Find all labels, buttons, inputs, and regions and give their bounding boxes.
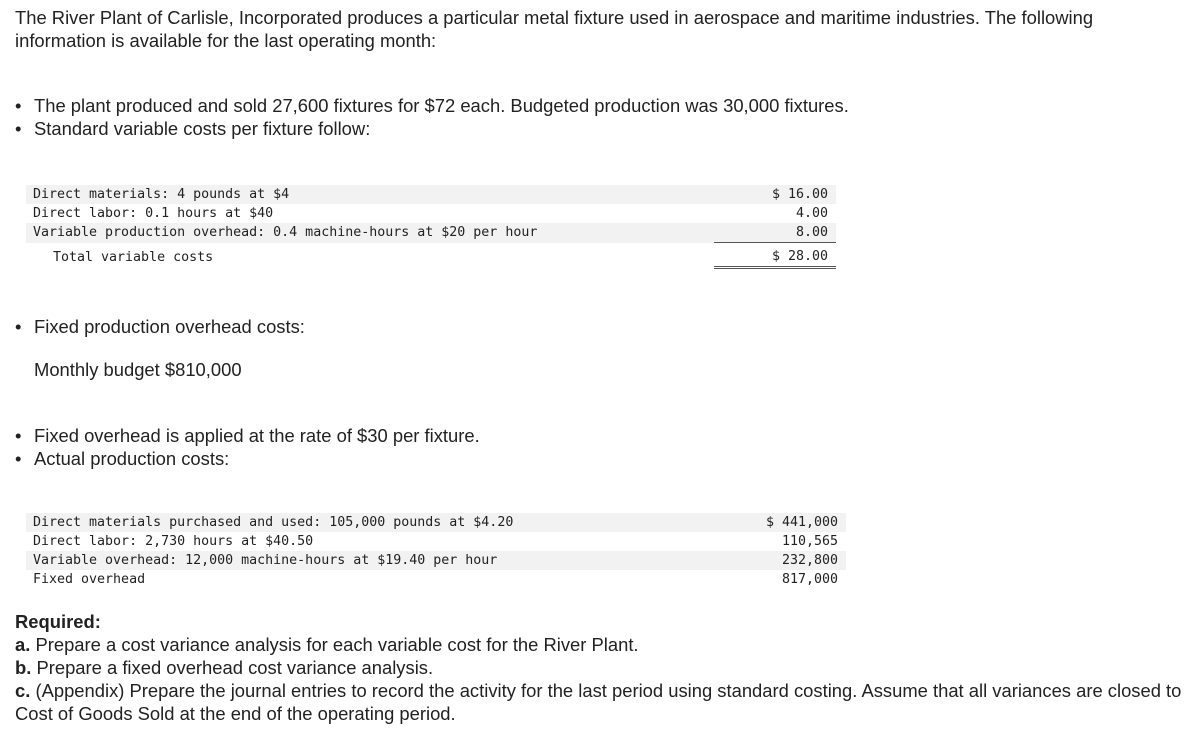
row-label: Direct materials: 4 pounds at $4 bbox=[26, 185, 714, 204]
standard-cost-table bbox=[26, 185, 836, 269]
requirement-tag: a. bbox=[15, 634, 31, 655]
table-row bbox=[26, 185, 836, 204]
bullet-production: • The plant produced and sold 27,600 fixtures for $72 each. Budgeted production was 30,000 fixtures. bbox=[15, 94, 849, 117]
bullet-applied-rate: • Fixed overhead is applied at the rate of $30 per fixture. bbox=[15, 424, 480, 447]
bullet-standard-costs: • Standard variable costs per fixture follow: bbox=[15, 117, 849, 140]
actual-cost-table bbox=[26, 513, 846, 589]
bullet-list-2 bbox=[15, 424, 480, 470]
row-label: Variable production overhead: 0.4 machine-hours at $20 per hour bbox=[26, 223, 714, 243]
bullet-actual-costs: • Actual production costs: bbox=[15, 447, 480, 470]
row-value: 8.00 bbox=[714, 223, 836, 243]
table-row bbox=[26, 223, 836, 243]
requirement-text: Prepare a cost variance analysis for each variable cost for the River Plant. bbox=[30, 634, 639, 655]
row-label: Direct labor: 2,730 hours at $40.50 bbox=[33, 534, 314, 549]
total-value: $ 28.00 bbox=[714, 243, 836, 268]
table-row bbox=[26, 513, 846, 532]
intro-paragraph: The River Plant of Carlisle, Incorporated produces a particular metal fixture used in aerospace and maritime industries. The following information is available for the last operating month: bbox=[15, 7, 1094, 51]
bullet-list-1 bbox=[15, 94, 849, 140]
monthly-budget: Monthly budget $810,000 bbox=[34, 359, 242, 380]
bullet-fixed-overhead: • Fixed production overhead costs: bbox=[15, 315, 305, 338]
requirement-tag: c. bbox=[15, 680, 31, 701]
row-value: 817,000 bbox=[781, 572, 838, 587]
row-value: 232,800 bbox=[724, 551, 846, 570]
row-label: Direct labor: 0.1 hours at $40 bbox=[33, 206, 274, 221]
bullet-list-fixed bbox=[15, 315, 305, 338]
requirement-text: (Appendix) Prepare the journal entries to record the activity for the last period using standard costing. Assume that all variances are closed to Cost of Goods Sold at the end of the operating period. bbox=[15, 680, 1182, 724]
table-row bbox=[26, 204, 836, 223]
required-heading: Required: bbox=[15, 611, 101, 632]
table-row bbox=[26, 532, 846, 551]
requirement-c bbox=[15, 679, 1185, 725]
requirement-text: Prepare a fixed overhead cost variance analysis. bbox=[31, 657, 434, 678]
total-label: Total variable costs bbox=[53, 249, 214, 265]
row-value: 110,565 bbox=[781, 534, 838, 549]
table-row bbox=[26, 570, 846, 589]
row-label: Direct materials purchased and used: 105,000 pounds at $4.20 bbox=[26, 513, 724, 532]
requirement-b bbox=[15, 656, 1185, 679]
requirement-a bbox=[15, 633, 1185, 656]
total-row bbox=[26, 243, 836, 268]
row-value: $ 441,000 bbox=[724, 513, 846, 532]
row-value: $ 16.00 bbox=[714, 185, 836, 204]
row-label: Variable overhead: 12,000 machine-hours at $19.40 per hour bbox=[26, 551, 724, 570]
required-section bbox=[15, 610, 1185, 725]
row-value: 4.00 bbox=[795, 206, 828, 221]
table-row bbox=[26, 551, 846, 570]
requirement-tag: b. bbox=[15, 657, 32, 678]
row-label: Fixed overhead bbox=[33, 572, 146, 587]
